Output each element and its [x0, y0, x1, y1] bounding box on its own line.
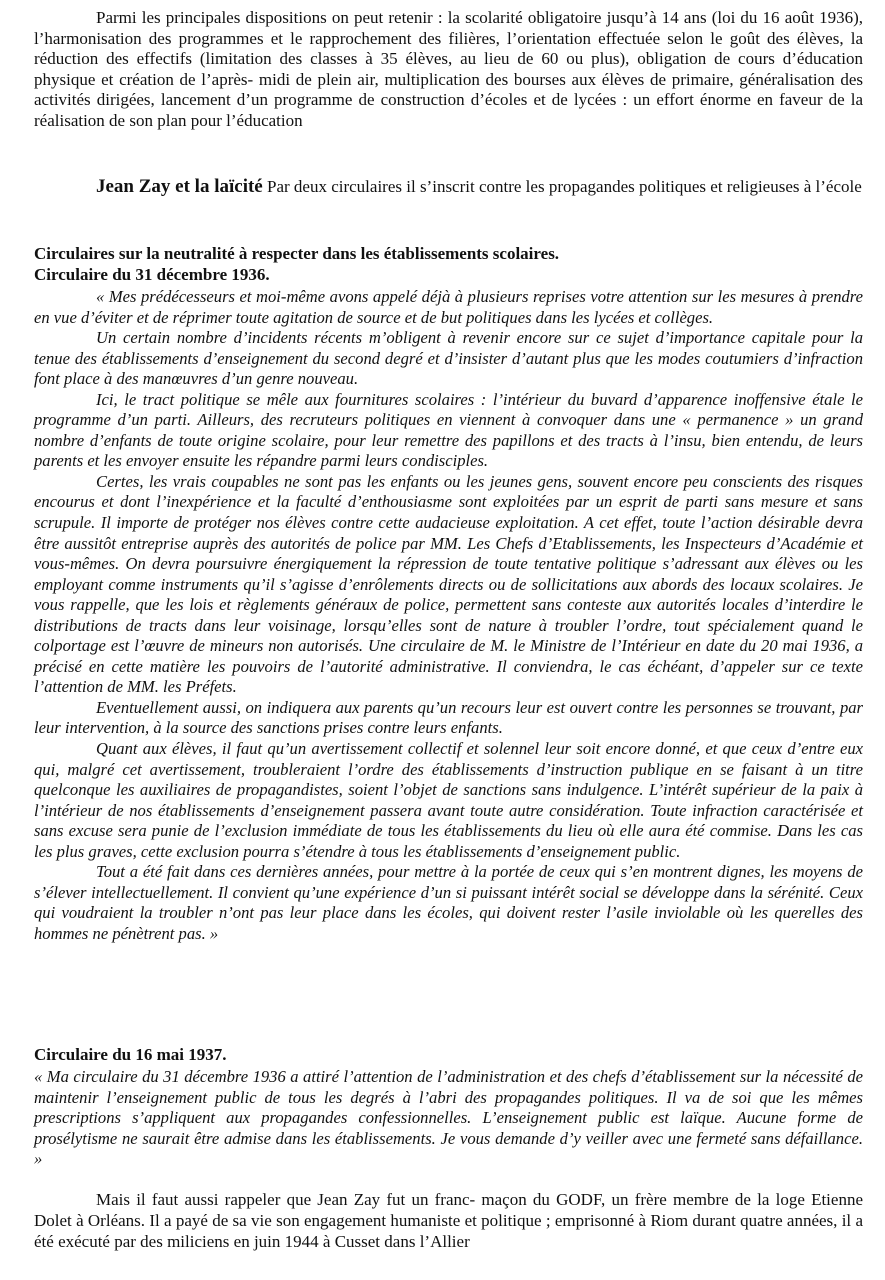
circulaire-2-paragraph: « Ma circulaire du 31 décembre 1936 a attiré l’attention de l’administration et des chefs d’établissement sur la nécessité de maintenir l’enseignement public de tous les degrés à l’abri des propagandes politiques. Il va de soi que les mêmes prescriptions s’appliquent aux propagandes confessionnelles. L’enseignement public est laïque. Aucune forme de prosélytisme ne saurait être admise dans les établissements. Je vous demande d’y veiller avec une fermeté sans défaillance. »	[34, 1067, 863, 1169]
circulaire-1-paragraph: Eventuellement aussi, on indiquera aux parents qu’un recours leur est ouvert contre les personnes se trouvant, par leur intervention, à la source des sanctions prises contre leurs enfants.	[34, 697, 863, 738]
circulaire-1-paragraph: Certes, les vrais coupables ne sont pas les enfants ou les jeunes gens, souvent encore peu conscients des risques encourus et dont l’inexpérience et la faculté d’enthousiasme sont exploitées par un esprit de parti sans mesure et sans scrupule. Il importe de protéger nos élèves contre cette audacieuse exploitation. A cet effet, toute l’action désirable devra être aussitôt entreprise auprès des autorités de police par MM. Les Chefs d’Etablissements, les Inspecteurs d’Académie et vous-mêmes. On devra poursuivre énergiquement la répression de toute tentative politique s’adressant aux élèves ou les employant comme instruments qu’il s’agisse d’enrôlements directs ou de sollicitations aux abords des locaux scolaires. Je vous rappelle, que les lois et règlements généraux de police, permettent sans conteste aux autorités locales d’interdire le distributions de tracts dans leur voisinage, lorsqu’elles sont de nature à troubler l’ordre, tout spécialement quand le colportage est l’œuvre de mineurs non autorisés. Une circulaire de M. le Ministre de l’Intérieur en date du 20 mai 1936, a précisé en cette matière les pouvoirs de l’autorité administrative. Il conviendra, le cas échéant, d’appeler sur ce texte l’attention de MM. les Préfets.	[34, 471, 863, 697]
circulaire-1-title: Circulaire du 31 décembre 1936.	[34, 265, 270, 284]
circulaire-1-paragraph: « Mes prédécesseurs et moi-même avons appelé déjà à plusieurs reprises votre attention sur les mesures à prendre en vue d’éviter et de réprimer toute agitation de source et de but politiques dans les lycées et collèges.	[34, 287, 863, 327]
circulaire-2-title: Circulaire du 16 mai 1937.	[34, 1045, 227, 1064]
laicite-heading: Jean Zay et la laïcité	[96, 176, 263, 197]
circulaire-1-paragraph: Un certain nombre d’incidents récents m’obligent à revenir encore sur ce sujet d’importance capitale pour la tenue des établissements d’enseignement du second degré et d’insister d’autant plus que les modes coutumiers d’infraction font place à des manœuvres d’un genre nouveau.	[34, 328, 863, 389]
closing-paragraph: Mais il faut aussi rappeler que Jean Zay fut un franc- maçon du GODF, un frère membre de la loge Etienne Dolet à Orléans. Il a payé de sa vie son engagement humaniste et politique ; emprisonné à Riom durant quatre années, il a été exécuté par des miliciens en juin 1944 à Cusset dans l’Allier	[34, 1190, 863, 1252]
circulaire-2-body	[34, 1067, 863, 1170]
circulaire-1-paragraph: Ici, le tract politique se mêle aux fournitures scolaires : l’intérieur du buvard d’apparence inoffensive étale le programme d’un parti. Ailleurs, des recruteurs politiques en viennent à convoquer dans une « permanence » un grand nombre d’enfants de toute origine scolaire, pour leur remettre des papillons et des tracts à l’insu, bien entendu, de leurs parents et les envoyer ensuite les répandre parmi leurs condisciples.	[34, 389, 863, 471]
intro-paragraph: Parmi les principales dispositions on peut retenir : la scolarité obligatoire jusqu’à 14 ans (loi du 16 août 1936), l’harmonisation des programmes et le rapprochement des filières, l’orientation effectuée selon le goût des élèves, la réduction des effectifs (limitation des classes à 35 élèves, au lieu de 60 ou plus), obligation de cours d’éducation physique et création de l’après- midi de plein air, multiplication des bourses aux élèves de primaire, généralisation des activités dirigées, lancement d’un programme de construction d’écoles et de lycées : un effort énorme en faveur de la réalisation de son plan pour l’éducation	[34, 8, 863, 130]
circulaire-1-paragraph: Quant aux élèves, il faut qu’un avertissement collectif et solennel leur soit encore donné, et que ceux d’entre eux qui, malgré cet avertissement, troubleraient l’ordre des établissements d’instruction publique en se faisant à un titre quelconque les auxiliaires de propagandistes, soient l’objet de sanctions sans indulgence. L’intérêt supérieur de la paix à l’intérieur de nos établissements d’enseignement passera avant toute autre considération. Toute infraction caractérisée et sans excuse sera punie de l’exclusion immédiate de tous les établissements du lieu où elle aura été commise. Dans les cas les plus graves, cette exclusion pourra s’étendre à tous les établissements d’enseignement public.	[34, 739, 863, 861]
laicite-text: Par deux circulaires il s’inscrit contre les propagandes politiques et religieuses à l’école	[262, 177, 862, 196]
circulaire-1-body	[34, 287, 863, 945]
section-title	[34, 243, 863, 285]
circulaire-1-paragraph: Tout a été fait dans ces dernières années, pour mettre à la portée de ceux qui s’en montrent dignes, les moyens de s’élever intellectuellement. Il convient qu’une expérience d’un si puissant intérêt social se développe dans la sérénité. Ceux qui voudraient la troubler n’ont pas leur place dans les écoles, qui doivent rester l’asile inviolable où les querelles des hommes ne pénètrent pas. »	[34, 862, 863, 943]
laicite-paragraph	[34, 176, 863, 198]
circulaires-heading: Circulaires sur la neutralité à respecter dans les établissements scolaires.	[34, 244, 560, 263]
